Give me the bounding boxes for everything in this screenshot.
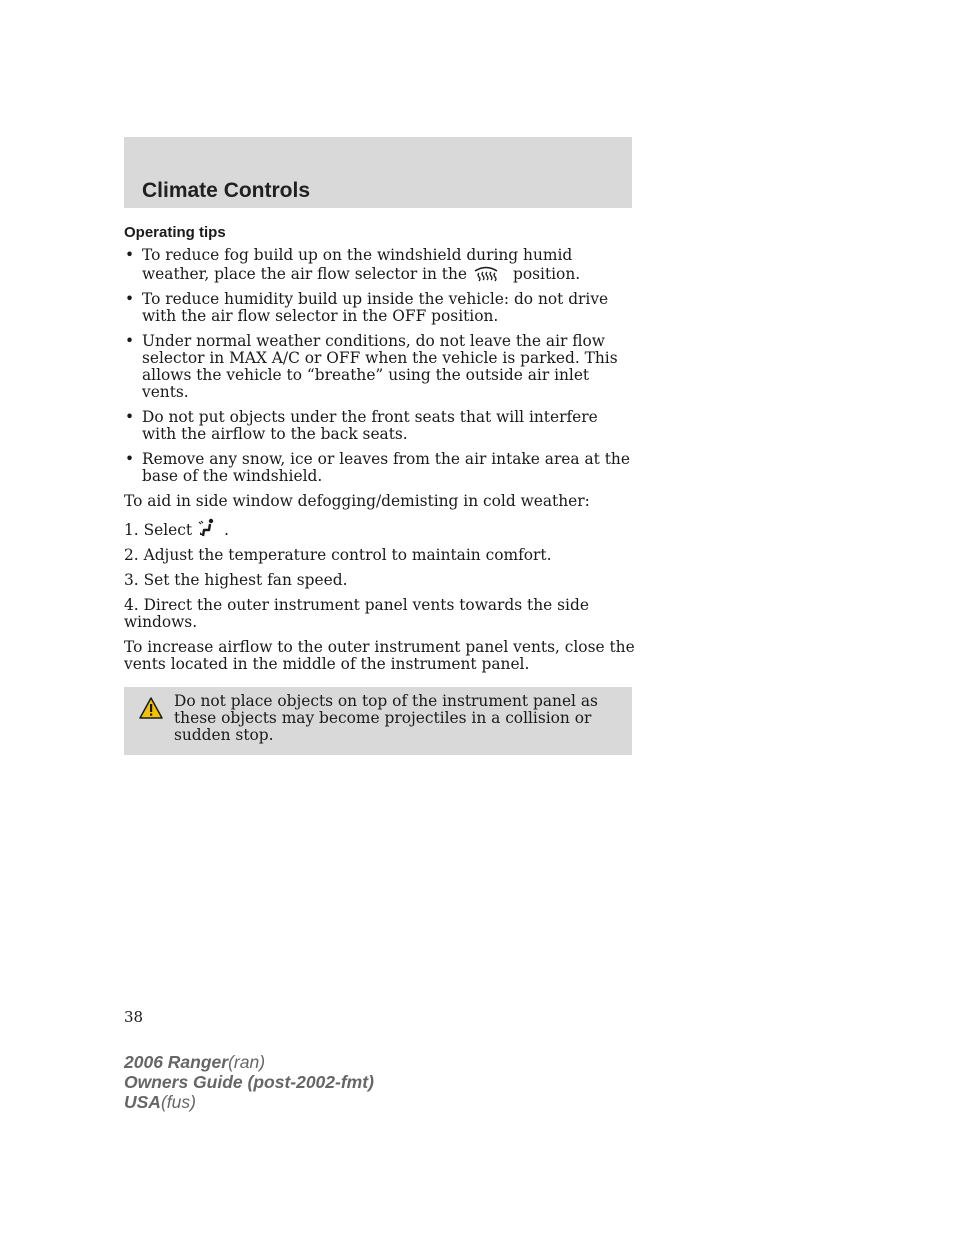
- footer-guide: Owners Guide (post-2002-fmt): [124, 1072, 374, 1092]
- tip-text: Do not put objects under the front seats that will interfere with the airflow to the back seats.: [142, 408, 598, 443]
- bullet: •: [125, 246, 135, 264]
- step-text: 1. Select: [124, 521, 193, 539]
- operating-tips-heading: Operating tips: [124, 224, 226, 241]
- tips-list: [124, 247, 636, 485]
- airflow-note: To increase airflow to the outer instrument panel vents, close the vents located in the middle of the instrument panel.: [124, 638, 635, 673]
- tip-text-after: position.: [513, 265, 581, 283]
- side-window-intro: To aid in side window defogging/demisting in cold weather:: [124, 492, 590, 510]
- footer-model: 2006 Ranger: [124, 1052, 229, 1072]
- warning-box: [124, 687, 632, 755]
- page-number: 38: [124, 1008, 144, 1026]
- page-content: [124, 224, 636, 755]
- footer-line-1: [124, 1052, 374, 1072]
- bullet: •: [125, 450, 135, 468]
- bullet: •: [125, 332, 135, 350]
- defrost-icon: [473, 264, 499, 282]
- step-1: [124, 518, 636, 539]
- warning-triangle-icon: [138, 696, 164, 720]
- list-item: [124, 247, 636, 283]
- tip-text: Under normal weather conditions, do not leave the air flow selector in MAX A/C or OFF when the vehicle is parked. This allows the vehicle to “breathe” using the outside air inlet vents.: [142, 332, 618, 401]
- step-text-after: .: [224, 521, 229, 539]
- footer-model-code: (ran): [228, 1052, 266, 1072]
- tip-text: Remove any snow, ice or leaves from the air intake area at the base of the windshield.: [142, 450, 630, 485]
- step-3: 3. Set the highest fan speed.: [124, 571, 348, 589]
- step-2: 2. Adjust the temperature control to maintain comfort.: [124, 546, 552, 564]
- bullet: •: [125, 408, 135, 426]
- floor-defrost-icon: [198, 518, 218, 538]
- section-title: Climate Controls: [142, 179, 311, 202]
- list-item: [124, 333, 636, 401]
- footer-line-3: [124, 1092, 374, 1112]
- list-item: [124, 291, 636, 325]
- step-4: 4. Direct the outer instrument panel vents towards the side windows.: [124, 596, 589, 631]
- footer-market: USA: [124, 1092, 161, 1112]
- section-header: [124, 137, 632, 208]
- warning-text: Do not place objects on top of the instrument panel as these objects may become projectiles in a collision or sudden stop.: [174, 692, 598, 744]
- bullet: •: [125, 290, 135, 308]
- footer-market-code: (fus): [160, 1092, 196, 1112]
- tip-text: To reduce humidity build up inside the vehicle: do not drive with the air flow selector in the OFF position.: [142, 290, 609, 325]
- footer: [124, 1052, 374, 1112]
- list-item: [124, 409, 636, 443]
- footer-line-2: [124, 1072, 374, 1092]
- list-item: [124, 451, 636, 485]
- tip-text: To reduce fog build up on the windshield during humid weather, place the air flow selector in the: [142, 246, 573, 283]
